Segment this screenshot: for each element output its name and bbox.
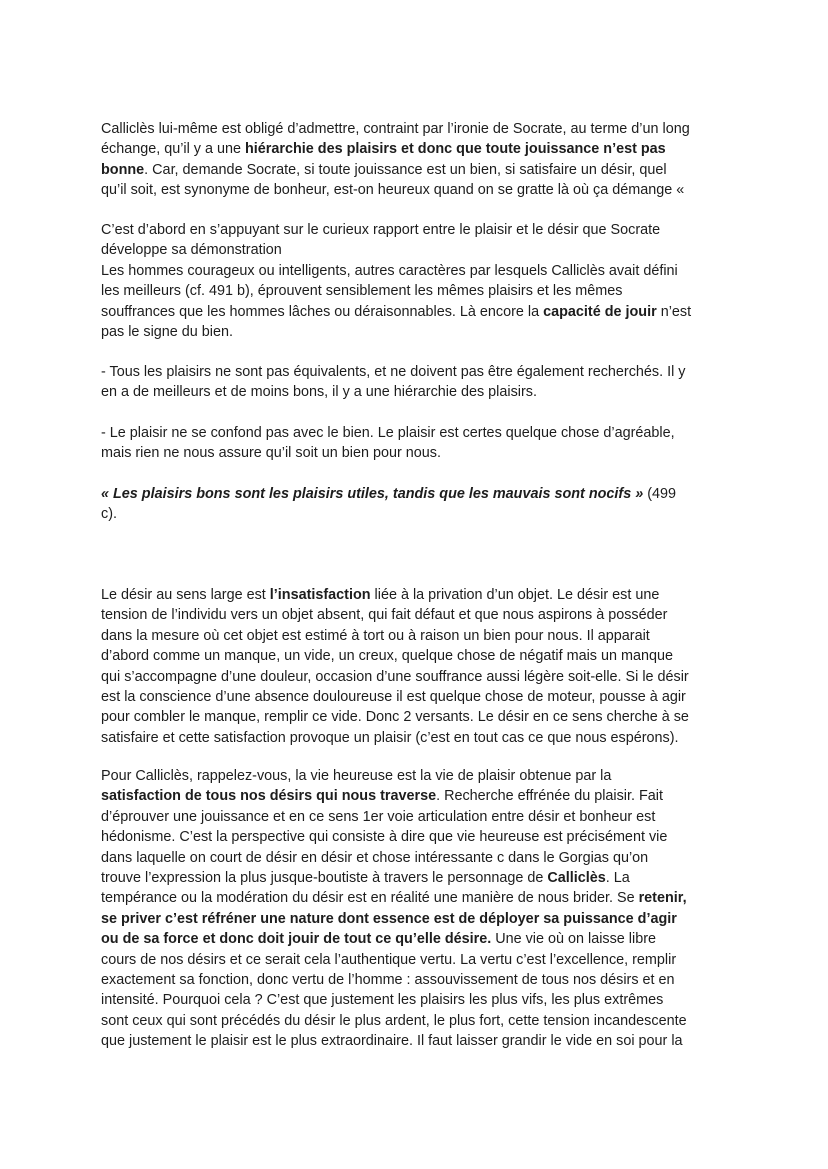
text-run: mais rien ne nous assure qu’il soit un bien pour nous. [101,445,441,462]
text-line [101,626,733,646]
text-line [101,220,733,240]
text-run: développe sa démonstration [101,242,282,259]
text-run: liée à la privation d’un objet. Le désir est une [370,587,660,603]
text-line [101,585,733,605]
text-line [101,687,733,707]
text-run: Le désir au sens large est [101,587,270,603]
text-run: n’est [656,303,692,320]
emphasized-text: retenir, [638,890,687,907]
text-run: Une vie où on laisse libre [491,931,657,948]
emphasized-text: bonne [101,161,145,178]
text-run: dans laquelle on court de désir en désir et chose intéressante c dans le Gorgias qu’on [101,849,649,866]
text-line [101,807,733,827]
text-run: pas le signe du bien. [101,324,234,341]
paragraph-pleasure-not-good [101,423,733,464]
text-run: exactement sa fonction, donc vertu de l’homme : assouvissement de tous nos désirs et en [101,972,675,989]
text-run: cours de nos désirs et ce serait cela l’authentique vertu. La vertu c’est l’excellence, remplir [101,951,677,968]
text-run: d’éprouver une jouissance et en ce sens 1er voie articulation entre désir et bonheur est [101,808,656,825]
text-run: Pour Calliclès, rappelez-vous, la vie heureuse est la vie de plaisir obtenue par la [101,768,612,784]
text-run: . Car, demande Socrate, si toute jouissance est un bien, si satisfaire un désir, quel [144,161,667,178]
paragraph-callicles-hierarchy [101,119,733,201]
text-line [101,302,733,322]
text-run: Calliclès lui-même est obligé d’admettre, contraint par l’ironie de Socrate, au terme d’un long [101,121,690,137]
text-run: est la conscience d’une absence douloureuse il est quelque chose de moteur, pousse à agir [101,689,686,706]
text-line [101,322,733,342]
paragraph-quote-useful-pleasures [101,484,733,525]
text-run: échange, qu’il y a une [101,141,246,158]
text-run: satisfaire et cette satisfaction provoque un plaisir (c’est en tout cas ce que nous espérons). [101,729,679,746]
text-line [101,929,733,949]
text-line [101,646,733,666]
text-run: les meilleurs (cf. 491 b), éprouvent sensiblement les mêmes plaisirs et les mêmes [101,283,623,300]
emphasized-text: capacité de jouir [543,303,657,320]
text-run: qui s’accompagne d’une douleur, occasion d’une souffrance aussi légère soit-elle. Si le désir [101,668,689,685]
text-run: en a de meilleurs et de moins bons, il y a une hiérarchie des plaisirs. [101,384,537,401]
text-run: d’abord comme un manque, un vide, un creux, quelque chose de négatif mais un manque [101,648,673,665]
text-line [101,423,733,443]
text-run: C’est d’abord en s’appuyant sur le curieux rapport entre le plaisir et le désir que Socrate [101,222,661,238]
text-run: souffrances que les hommes lâches ou déraisonnables. Là encore la [101,303,544,320]
text-line [101,281,733,301]
text-run: Les hommes courageux ou intelligents, autres caractères par lesquels Calliclès avait défini [101,262,678,279]
text-line [101,950,733,970]
text-run: - Tous les plaisirs ne sont pas équivalents, et ne doivent pas être également recherchés. Il y [101,364,686,380]
text-line [101,990,733,1010]
text-run: hédonisme. C’est la perspective qui consiste à dire que vie heureuse est précisément vie [101,829,668,846]
text-line [101,827,733,847]
text-line [101,484,733,504]
text-run: intensité. Pourquoi cela ? C’est que justement les plaisirs les plus vifs, les plus extrêmes [101,992,664,1009]
text-run: pour combler le manque, remplir ce vide. Donc 2 versants. Le désir en ce sens cherche à se [101,709,689,726]
paragraph-hierarchy-of-pleasures [101,362,733,403]
text-line [101,119,733,139]
text-run: c). [101,506,117,523]
text-line [101,766,733,786]
text-line [101,160,733,180]
text-line [101,362,733,382]
text-run: dans la mesure où cet objet est estimé à tort ou à raison un bien pour nous. Il apparait [101,627,650,644]
text-line [101,868,733,888]
text-line [101,504,733,524]
paragraph-callicles-hedonism [101,766,733,1052]
text-line [101,180,733,200]
text-line [101,786,733,806]
text-line [101,1011,733,1031]
emphasized-text: satisfaction de tous nos désirs qui nous traverse [101,788,437,805]
emphasized-text: l’insatisfaction [269,587,371,603]
emphasized-text: ou de sa force et donc doit jouir de tout ce qu’elle désire. [101,931,492,948]
emphasized-text: « Les plaisirs bons sont les plaisirs utiles, tandis que les mauvais sont nocifs » [101,486,644,502]
emphasized-text: Calliclès [547,870,606,887]
text-run: (499 [643,486,677,502]
text-run: . Recherche effrénée du plaisir. Fait [436,788,663,805]
text-run: tension de l’individu vers un objet absent, qui fait défaut et que nous aspirons à posséder [101,607,668,624]
text-line [101,1031,733,1051]
text-line [101,261,733,281]
text-run: trouve l’expression la plus jusque-boutiste à travers le personnage de [101,870,548,887]
text-line [101,888,733,908]
text-line [101,909,733,929]
text-run: - Le plaisir ne se confond pas avec le bien. Le plaisir est certes quelque chose d’agréable, [101,425,675,441]
text-run: qu’il soit, est synonyme de bonheur, est-on heureux quand on se gratte là où ça démange « [101,182,685,199]
text-line [101,605,733,625]
paragraph-desire-definition [101,585,733,748]
text-line [101,443,733,463]
text-line [101,240,733,260]
text-run: tempérance ou la modération du désir est en réalité une manière de nous brider. Se [101,890,639,907]
emphasized-text: hiérarchie des plaisirs et donc que toute jouissance n’est pas [245,141,666,158]
text-line [101,707,733,727]
text-run: que justement le plaisir est le plus extraordinaire. Il faut laisser grandir le vide en soi pour la [101,1033,683,1050]
text-line [101,667,733,687]
text-run: sont ceux qui sont précédés du désir le plus ardent, le plus fort, cette tension incandescente [101,1012,687,1029]
text-line [101,848,733,868]
text-line [101,970,733,990]
emphasized-text: se priver c’est réfréner une nature dont essence est de déployer sa puissance d’agir [101,910,677,927]
paragraph-socrate-demonstration [101,220,733,342]
text-line [101,728,733,748]
text-run: . La [605,870,630,887]
text-line [101,382,733,402]
text-line [101,139,733,159]
